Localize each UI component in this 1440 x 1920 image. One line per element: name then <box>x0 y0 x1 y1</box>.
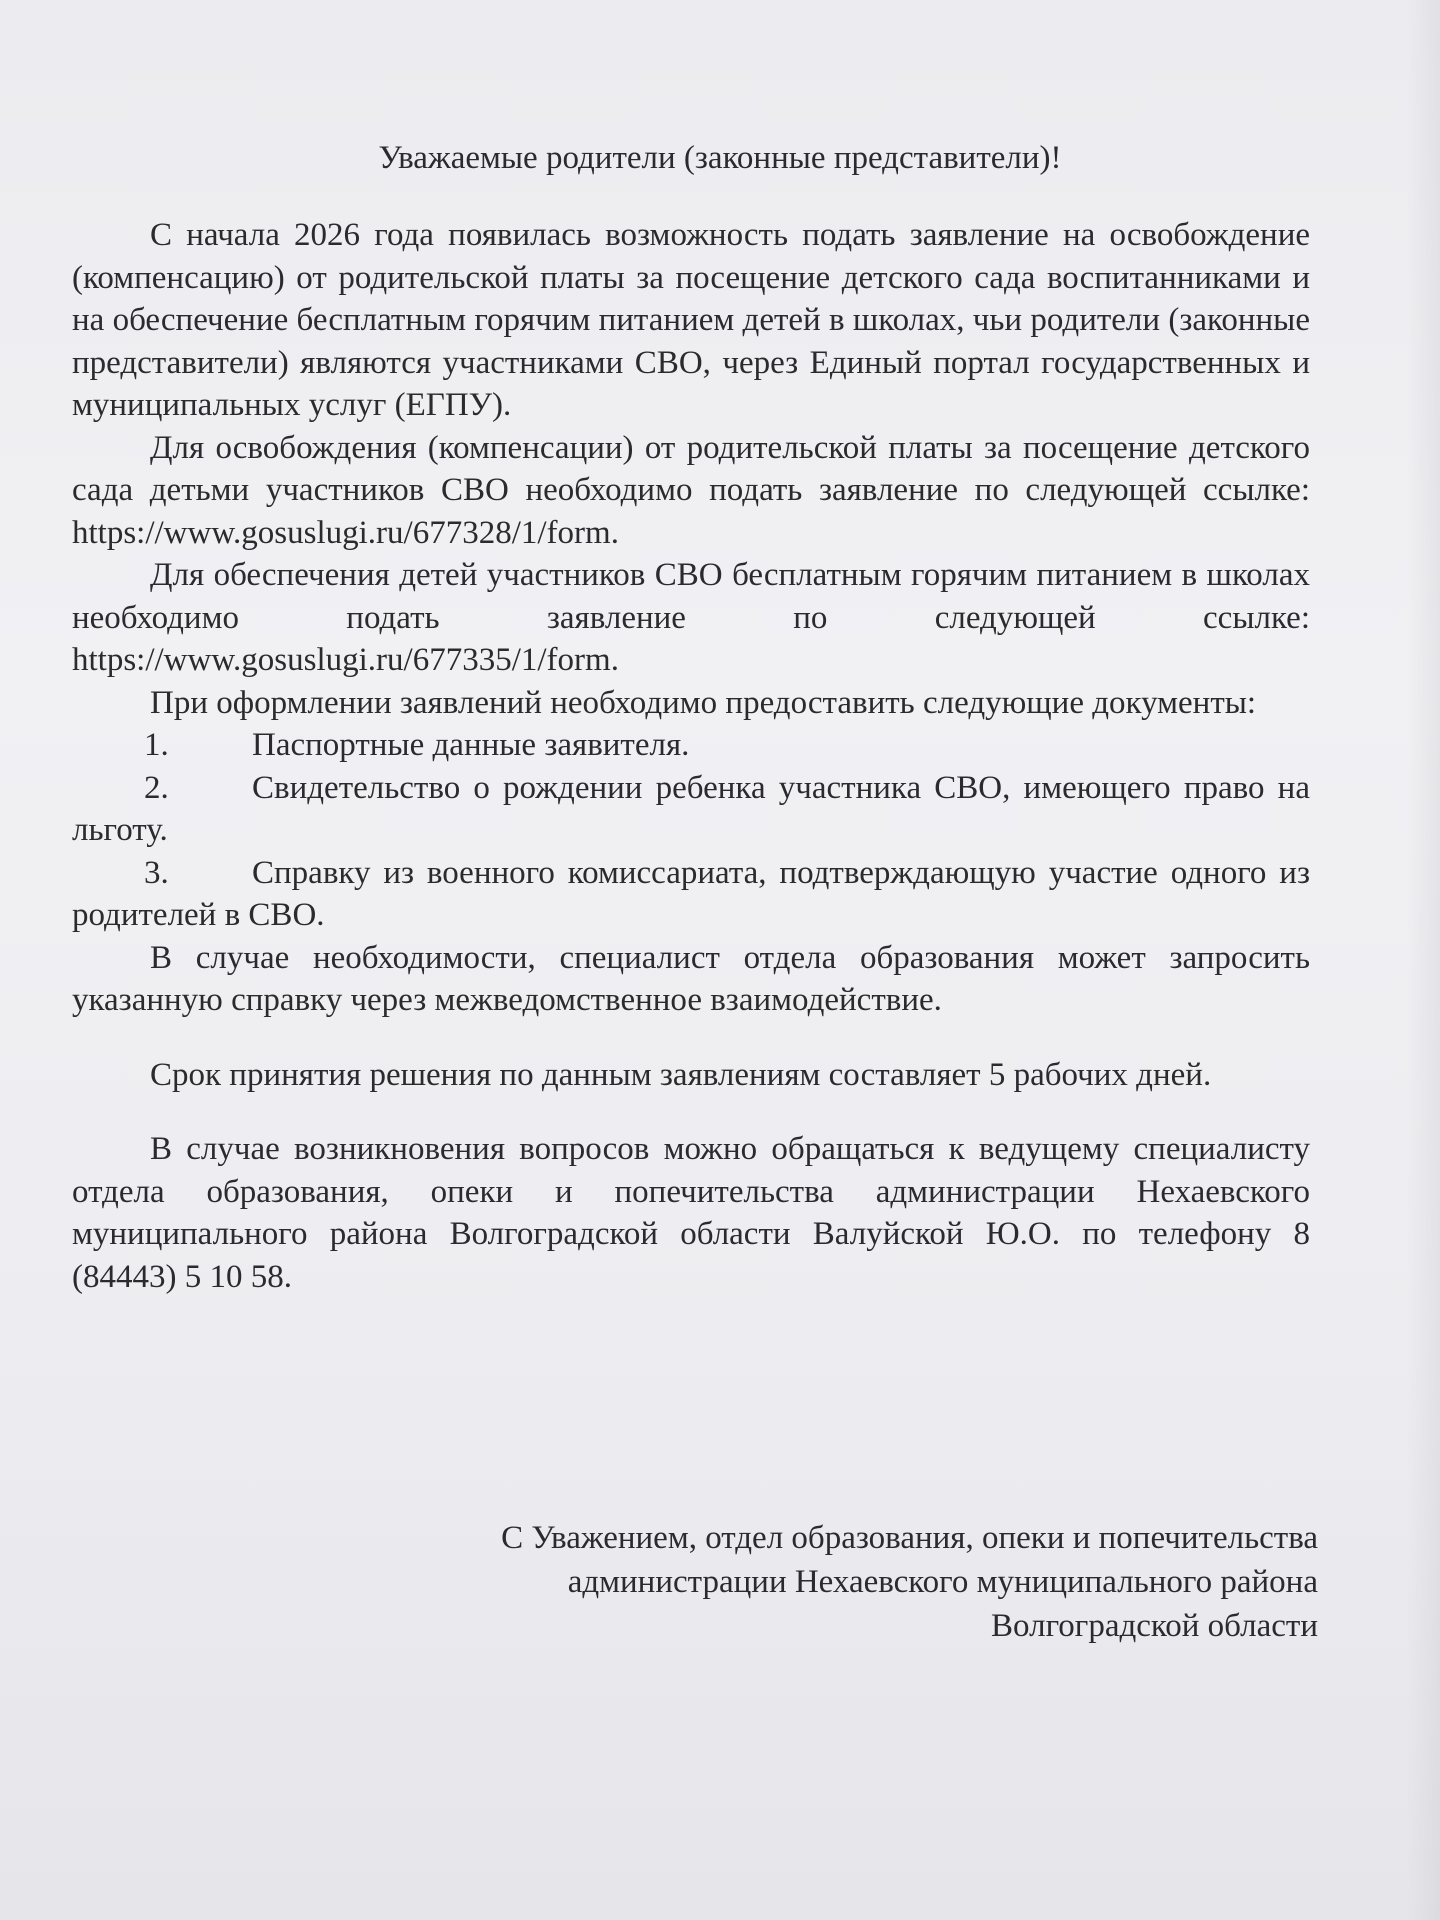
paragraph-documents-required: При оформлении заявлений необходимо предоставить следующие документы: <box>150 684 1257 721</box>
paragraph-school-meals-link: Для обеспечения детей участников СВО бесплатным горячим питанием в школах необходимо подать заявление по следующей ссылке: https://www.gosuslugi.ru/677335/1/form. <box>72 557 1310 678</box>
list-item-number: 3. <box>144 854 169 891</box>
list-item <box>72 767 1310 852</box>
paragraph-contacts: В случае возникновения вопросов можно обращаться к ведущему специалисту отдела образования, опеки и попечительства администрации Нехаевского муниципального района Волгоградской области Валуйской Ю.О. по телефону 8 (84443) 5 10 58. <box>72 1131 1310 1295</box>
list-item-text: Паспортные данные заявителя. <box>252 727 690 763</box>
paragraph-intro: С начала 2026 года появилась возможность подать заявление на освобождение (компенсацию) от родительской платы за посещение детского сада воспитанниками и на обеспечение бесплатным горячим питанием детей в школах, чьи родители (законные представители) являются участниками СВО, через Единый портал государственных и муниципальных услуг (ЕГПУ). <box>72 217 1310 423</box>
signature-block <box>501 1516 1318 1648</box>
list-item-number: 2. <box>144 769 169 806</box>
list-item <box>72 724 1310 767</box>
list-item-text: Свидетельство о рождении ребенка участника СВО, имеющего право на льготу. <box>72 769 1310 848</box>
list-item-number: 1. <box>144 727 169 763</box>
paragraph-interagency-request: В случае необходимости, специалист отдела образования может запросить указанную справку через межведомственное взаимодействие. <box>72 939 1310 1018</box>
list-item <box>72 852 1310 937</box>
list-item-text: Справку из военного комиссариата, подтверждающую участие одного из родителей в СВО. <box>72 854 1310 933</box>
document-body <box>72 214 1310 1298</box>
paragraph-kindergarten-link: Для освобождения (компенсации) от родительской платы за посещение детского сада детьми участников СВО необходимо подать заявление по следующей ссылке: https://www.gosuslugi.ru/677328/1/form. <box>72 429 1310 551</box>
page-edge-shadow <box>1406 0 1440 1920</box>
signature-line: С Уважением, отдел образования, опеки и попечительства <box>501 1520 1318 1556</box>
paragraph-decision-term: Срок принятия решения по данным заявлениям составляет 5 рабочих дней. <box>150 1056 1212 1093</box>
document-title: Уважаемые родители (законные представители)! <box>378 140 1062 176</box>
signature-line: Волгоградской области <box>991 1608 1318 1644</box>
signature-line: администрации Нехаевского муниципального района <box>567 1564 1318 1600</box>
